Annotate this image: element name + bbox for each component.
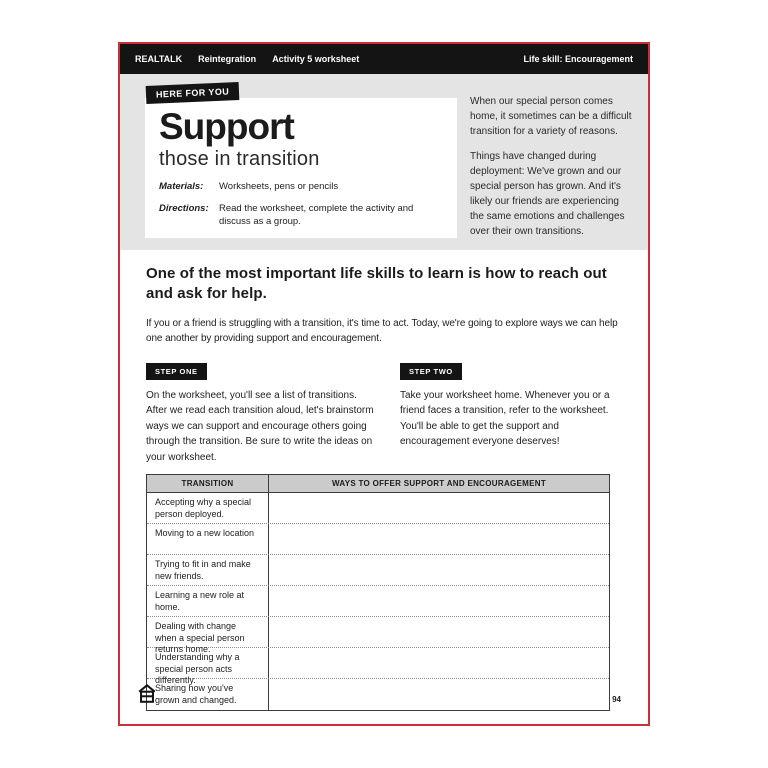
page-number: 94 <box>612 695 621 704</box>
answer-cell[interactable] <box>269 493 609 523</box>
step-one-text: On the worksheet, you'll see a list of transitions. After we read each transition aloud, let's brainstorm ways we can support and encourage others going through the transition. Be sure to write the ideas on your worksheet. <box>146 389 374 463</box>
step-two-text: Take your worksheet home. Whenever you or a friend faces a transition, refer to the worksheet. You'll be able to get the support and encouragement everyone deserves! <box>400 389 610 447</box>
transition-table <box>146 474 610 711</box>
step-two-badge: STEP TWO <box>400 363 462 380</box>
house-icon <box>136 682 158 711</box>
answer-cell[interactable] <box>269 617 609 647</box>
transition-cell: Trying to fit in and make new friends. <box>147 555 269 585</box>
directions-row <box>159 202 441 229</box>
transition-cell: Understanding why a special person acts differently. <box>147 648 269 678</box>
answer-cell[interactable] <box>269 648 609 678</box>
materials-value: Worksheets, pens or pencils <box>219 180 339 192</box>
hero-left-column <box>145 83 457 250</box>
intro-heading: One of the most important life skills to learn is how to reach out and ask for help. <box>146 265 607 303</box>
table-row <box>147 648 609 686</box>
directions-value: Read the worksheet, complete the activity and discuss as a group. <box>219 203 414 228</box>
header-life-skill-label: Life skill: Encouragement <box>523 54 633 64</box>
transition-cell: Moving to a new location <box>147 524 269 554</box>
sidebar-paragraph: When our special person comes home, it sometimes can be a difficult transition for a variety of reasons. <box>470 96 632 137</box>
body-content <box>120 250 648 711</box>
answer-cell[interactable] <box>269 524 609 554</box>
transition-cell: Dealing with change when a special person returns home. <box>147 617 269 647</box>
steps-section <box>146 361 622 466</box>
table-header-row <box>147 475 609 493</box>
materials-row <box>159 180 441 193</box>
header-left-group <box>135 54 359 64</box>
page-subtitle: those in transition <box>159 147 320 170</box>
hero-sidebar-text <box>470 83 635 250</box>
step-two <box>400 361 622 466</box>
materials-label: Materials: <box>159 180 204 192</box>
table-row <box>147 555 609 586</box>
here-for-you-badge: HERE FOR YOU <box>146 82 240 104</box>
answer-cell[interactable] <box>269 586 609 616</box>
transition-cell: Learning a new role at home. <box>147 586 269 616</box>
table-row <box>147 586 609 617</box>
sidebar-paragraph: Things have changed during deployment: We've grown and our special person has grown. And it's likely our friends are experiencing the same emotions and challenges over their own transitions. <box>470 151 625 237</box>
table-row <box>147 617 609 655</box>
title-card <box>145 98 457 238</box>
header-section-label: Reintegration <box>198 54 257 64</box>
transition-cell: Accepting why a special person deployed. <box>147 493 269 523</box>
step-one <box>146 361 374 466</box>
page-title: Support <box>159 106 294 147</box>
intro-body: If you or a friend is struggling with a transition, it's time to act. Today, we're going to explore ways we can help one another by providing support and encouragement. <box>146 317 618 344</box>
table-row <box>147 679 609 710</box>
table-header-transition: TRANSITION <box>147 475 269 492</box>
transition-cell: Sharing how you've grown and changed. <box>147 679 269 710</box>
table-row <box>147 524 609 555</box>
directions-label: Directions: <box>159 203 209 215</box>
worksheet-page <box>118 42 650 726</box>
table-header-ways: WAYS TO OFFER SUPPORT AND ENCOURAGEMENT <box>331 479 547 488</box>
answer-cell[interactable] <box>269 679 609 710</box>
brand-logo-text: REALTALK <box>135 54 183 64</box>
step-one-badge: STEP ONE <box>146 363 207 380</box>
answer-cell[interactable] <box>269 555 609 585</box>
hero-panel <box>120 74 648 250</box>
top-header-bar <box>120 44 648 74</box>
header-activity-label: Activity 5 worksheet <box>272 54 360 64</box>
table-row <box>147 493 609 524</box>
